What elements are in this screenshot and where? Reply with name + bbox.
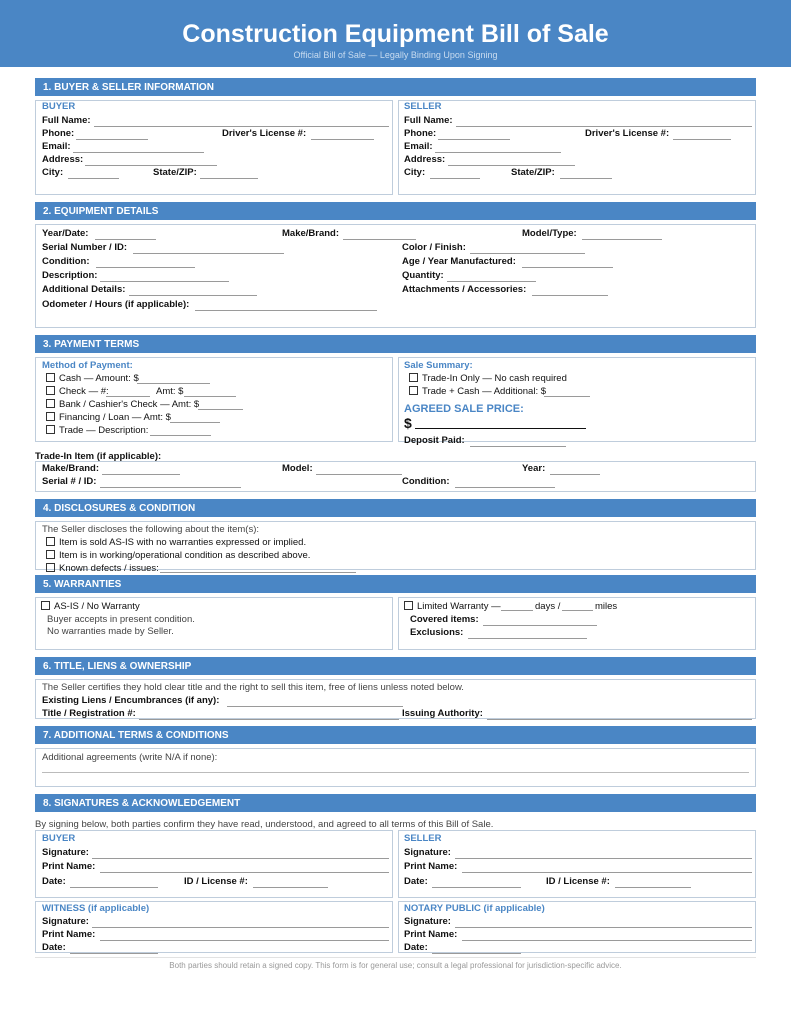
seller-city-field[interactable] bbox=[430, 178, 480, 179]
eq-odometer-field[interactable] bbox=[195, 310, 377, 311]
sig-buyer-print-name-label: Print Name: bbox=[42, 861, 96, 872]
warranty-covered-label: Covered items: bbox=[410, 614, 479, 625]
registration-label: Title / Registration #: bbox=[42, 708, 136, 719]
eq-serial-label: Serial Number / ID: bbox=[42, 242, 127, 253]
warranty-as-is-line2: No warranties made by Seller. bbox=[47, 626, 174, 637]
sig-buyer-id-label: ID / License #: bbox=[184, 876, 248, 887]
buyer-dl-field[interactable] bbox=[311, 139, 374, 140]
sig-buyer-id-field[interactable] bbox=[253, 887, 328, 888]
pay-financing-label: Financing / Loan — Amt: $ bbox=[59, 412, 171, 423]
tradein-serial-label: Serial # / ID: bbox=[42, 476, 97, 487]
eq-description-label: Description: bbox=[42, 270, 98, 281]
agreed-price-heading: AGREED SALE PRICE: bbox=[404, 403, 524, 415]
sig-seller-id-label: ID / License #: bbox=[546, 876, 610, 887]
pay-cash-option[interactable] bbox=[46, 373, 139, 384]
eq-quantity-label: Quantity: bbox=[402, 270, 444, 281]
footer-note: Both parties should retain a signed copy. This form is for general use; consult a legal professional for jurisdiction-specific advice. bbox=[169, 961, 622, 970]
witness-heading: WITNESS (if applicable) bbox=[42, 903, 150, 914]
seller-dl-label: Driver's License #: bbox=[585, 128, 670, 139]
sig-seller-print-name-field[interactable] bbox=[462, 872, 752, 873]
eq-model-field[interactable] bbox=[582, 239, 662, 240]
witness-signature-label: Signature: bbox=[42, 916, 89, 927]
seller-state-zip-label: State/ZIP: bbox=[511, 167, 555, 178]
witness-date-label: Date: bbox=[42, 942, 66, 953]
eq-color-field[interactable] bbox=[470, 253, 585, 254]
sig-buyer-date-field[interactable] bbox=[70, 887, 158, 888]
seller-address-label: Address: bbox=[404, 154, 446, 165]
pay-financing-option[interactable] bbox=[46, 412, 171, 423]
tradein-make-field[interactable] bbox=[102, 474, 180, 475]
pay-cash-label: Cash — Amount: $ bbox=[59, 373, 139, 384]
buyer-phone-field[interactable] bbox=[76, 139, 148, 140]
notary-signature-field[interactable] bbox=[455, 927, 752, 928]
pay-check-checkbox[interactable] bbox=[46, 386, 55, 395]
sig-buyer-signature-field[interactable] bbox=[92, 858, 389, 859]
buyer-phone-label: Phone: bbox=[42, 128, 75, 139]
trade-cash-option[interactable] bbox=[409, 386, 546, 397]
section-header-equipment: 2. EQUIPMENT DETAILS bbox=[35, 202, 756, 220]
pay-cash-checkbox[interactable] bbox=[46, 373, 55, 382]
buyer-email-label: Email: bbox=[42, 141, 71, 152]
warranty-miles-field[interactable] bbox=[562, 610, 593, 611]
disclosure-defects-option[interactable] bbox=[46, 563, 159, 574]
issuing-authority-label: Issuing Authority: bbox=[402, 708, 483, 719]
trade-only-label: Trade-In Only — No cash required bbox=[422, 373, 567, 384]
seller-dl-field[interactable] bbox=[673, 139, 731, 140]
disclosure-working-option[interactable] bbox=[46, 550, 310, 561]
liens-label: Existing Liens / Encumbrances (if any): bbox=[42, 695, 220, 706]
warranty-covered-field[interactable] bbox=[483, 625, 597, 626]
witness-print-name-field[interactable] bbox=[100, 940, 389, 941]
tradein-model-label: Model: bbox=[282, 463, 313, 474]
tradein-make-label: Make/Brand: bbox=[42, 463, 100, 474]
trade-cash-label: Trade + Cash — Additional: $ bbox=[422, 386, 547, 397]
pay-bank-checkbox[interactable] bbox=[46, 399, 55, 408]
sig-seller-signature-label: Signature: bbox=[404, 847, 451, 858]
warranty-days-label: days / bbox=[535, 601, 561, 612]
disclosures-intro: The Seller discloses the following about the item(s): bbox=[42, 524, 260, 535]
buyer-email-field[interactable] bbox=[73, 152, 204, 153]
eq-age-field[interactable] bbox=[522, 267, 613, 268]
disclosure-as-is-checkbox[interactable] bbox=[46, 537, 55, 546]
signatures-intro: By signing below, both parties confirm they have read, understood, and agreed to all terms of this Bill of Sale. bbox=[35, 819, 494, 830]
buyer-city-field[interactable] bbox=[68, 178, 119, 179]
section-header-additional-terms: 7. ADDITIONAL TERMS & CONDITIONS bbox=[35, 726, 756, 744]
section-header-signatures: 8. SIGNATURES & ACKNOWLEDGEMENT bbox=[35, 794, 756, 812]
eq-make-field[interactable] bbox=[343, 239, 416, 240]
warranty-miles-label: miles bbox=[595, 601, 618, 612]
tradein-model-field[interactable] bbox=[316, 474, 402, 475]
seller-heading: SELLER bbox=[404, 101, 442, 112]
sig-seller-date-label: Date: bbox=[404, 876, 428, 887]
seller-full-name-field[interactable] bbox=[456, 126, 752, 127]
trade-cash-checkbox[interactable] bbox=[409, 386, 418, 395]
payment-method-heading: Method of Payment: bbox=[42, 360, 133, 371]
deposit-paid-label: Deposit Paid: bbox=[404, 435, 465, 446]
witness-signature-field[interactable] bbox=[92, 927, 389, 928]
seller-city-label: City: bbox=[404, 167, 426, 178]
eq-additional-field[interactable] bbox=[129, 295, 257, 296]
disclosure-defects-label: Known defects / issues: bbox=[59, 563, 159, 574]
eq-additional-label: Additional Details: bbox=[42, 284, 126, 295]
eq-description-field[interactable] bbox=[100, 281, 229, 282]
warranty-limited-checkbox[interactable] bbox=[404, 601, 413, 610]
notary-print-name-label: Print Name: bbox=[404, 929, 458, 940]
registration-field[interactable] bbox=[139, 719, 399, 720]
additional-terms-prompt: Additional agreements (write N/A if none): bbox=[42, 752, 218, 763]
witness-print-name-label: Print Name: bbox=[42, 929, 96, 940]
buyer-full-name-label: Full Name: bbox=[42, 115, 91, 126]
eq-attachments-field[interactable] bbox=[532, 295, 608, 296]
disclosure-working-checkbox[interactable] bbox=[46, 550, 55, 559]
sig-seller-id-field[interactable] bbox=[615, 887, 691, 888]
notary-date-label: Date: bbox=[404, 942, 428, 953]
additional-terms-field[interactable] bbox=[42, 772, 749, 773]
eq-model-label: Model/Type: bbox=[522, 228, 577, 239]
warranty-as-is-label: AS-IS / No Warranty bbox=[54, 601, 140, 612]
eq-odometer-label: Odometer / Hours (if applicable): bbox=[42, 299, 190, 310]
pay-check-amount-field[interactable] bbox=[184, 396, 236, 397]
buyer-address-field[interactable] bbox=[85, 165, 217, 166]
pay-check-number-label: Check — #: bbox=[59, 386, 109, 397]
warranty-as-is-checkbox[interactable] bbox=[41, 601, 50, 610]
pay-trade-description-field[interactable] bbox=[150, 435, 211, 436]
buyer-state-zip-field[interactable] bbox=[200, 178, 258, 179]
sig-buyer-heading: BUYER bbox=[42, 833, 76, 844]
trade-only-option[interactable] bbox=[409, 373, 567, 384]
section-header-payment: 3. PAYMENT TERMS bbox=[35, 335, 756, 353]
sig-buyer-print-name-field[interactable] bbox=[100, 872, 389, 873]
section-header-buyer-seller: 1. BUYER & SELLER INFORMATION bbox=[35, 78, 756, 96]
tradein-heading: Trade-In Item (if applicable): bbox=[35, 451, 162, 462]
section-header-disclosures: 4. DISCLOSURES & CONDITION bbox=[35, 499, 756, 517]
pay-financing-amount-field[interactable] bbox=[170, 422, 220, 423]
page-title: Construction Equipment Bill of Sale bbox=[182, 20, 609, 48]
warranty-limited-option[interactable] bbox=[404, 601, 501, 612]
buyer-state-zip-label: State/ZIP: bbox=[153, 167, 197, 178]
disclosure-defects-checkbox[interactable] bbox=[46, 563, 55, 572]
pay-check-option[interactable] bbox=[46, 386, 109, 397]
page-header bbox=[0, 0, 791, 67]
seller-email-label: Email: bbox=[404, 141, 433, 152]
eq-color-label: Color / Finish: bbox=[402, 242, 466, 253]
section-header-title-liens: 6. TITLE, LIENS & OWNERSHIP bbox=[35, 657, 756, 675]
trade-only-checkbox[interactable] bbox=[409, 373, 418, 382]
pay-cash-amount-field[interactable] bbox=[137, 383, 210, 384]
buyer-city-label: City: bbox=[42, 167, 64, 178]
seller-state-zip-field[interactable] bbox=[560, 178, 612, 179]
seller-phone-field[interactable] bbox=[438, 139, 510, 140]
sig-seller-signature-field[interactable] bbox=[455, 858, 752, 859]
pay-trade-option[interactable] bbox=[46, 425, 148, 436]
pay-check-number-field[interactable] bbox=[106, 396, 150, 397]
footer-divider bbox=[35, 957, 756, 958]
pay-bank-amount-field[interactable] bbox=[198, 409, 243, 410]
deposit-paid-field[interactable] bbox=[470, 446, 566, 447]
pay-check-amount-label: Amt: $ bbox=[156, 386, 184, 397]
warranty-as-is-option[interactable] bbox=[41, 601, 140, 612]
trade-cash-additional-field[interactable] bbox=[544, 396, 590, 397]
sig-seller-print-name-label: Print Name: bbox=[404, 861, 458, 872]
eq-quantity-field[interactable] bbox=[447, 281, 536, 282]
pay-bank-option[interactable] bbox=[46, 399, 199, 410]
eq-attachments-label: Attachments / Accessories: bbox=[402, 284, 527, 295]
sig-buyer-signature-label: Signature: bbox=[42, 847, 89, 858]
eq-make-label: Make/Brand: bbox=[282, 228, 340, 239]
notary-signature-label: Signature: bbox=[404, 916, 451, 927]
disclosure-as-is-option[interactable] bbox=[46, 537, 306, 548]
eq-condition-field[interactable] bbox=[96, 267, 195, 268]
warranty-exclusions-label: Exclusions: bbox=[410, 627, 464, 638]
seller-email-field[interactable] bbox=[435, 152, 561, 153]
witness-date-field[interactable] bbox=[70, 953, 158, 954]
tradein-year-label: Year: bbox=[522, 463, 546, 474]
tradein-condition-label: Condition: bbox=[402, 476, 450, 487]
section-header-warranties: 5. WARRANTIES bbox=[35, 575, 756, 593]
seller-full-name-label: Full Name: bbox=[404, 115, 453, 126]
notary-print-name-field[interactable] bbox=[462, 940, 752, 941]
sig-seller-heading: SELLER bbox=[404, 833, 442, 844]
pay-bank-label: Bank / Cashier's Check — Amt: $ bbox=[59, 399, 200, 410]
seller-phone-label: Phone: bbox=[404, 128, 437, 139]
liens-field[interactable] bbox=[227, 706, 403, 707]
sig-buyer-date-label: Date: bbox=[42, 876, 66, 887]
warranty-as-is-line1: Buyer accepts in present condition. bbox=[47, 614, 195, 625]
tradein-year-field[interactable] bbox=[550, 474, 600, 475]
pay-trade-label: Trade — Description: bbox=[59, 425, 149, 436]
eq-serial-field[interactable] bbox=[133, 253, 284, 254]
title-liens-intro: The Seller certifies they hold clear title and the right to sell this item, free of liens unless noted below. bbox=[42, 682, 464, 693]
pay-trade-checkbox[interactable] bbox=[46, 425, 55, 434]
eq-age-label: Age / Year Manufactured: bbox=[402, 256, 516, 267]
page-subtitle: Official Bill of Sale — Legally Binding Upon Signing bbox=[293, 50, 498, 60]
warranty-limited-label: Limited Warranty — bbox=[417, 601, 501, 612]
issuing-authority-field[interactable] bbox=[487, 719, 752, 720]
agreed-price-dollar-sign: $ bbox=[404, 415, 412, 431]
tradein-condition-field[interactable] bbox=[455, 487, 555, 488]
buyer-heading: BUYER bbox=[42, 101, 76, 112]
sig-seller-date-field[interactable] bbox=[432, 887, 521, 888]
eq-year-field[interactable] bbox=[95, 239, 156, 240]
notary-heading: NOTARY PUBLIC (if applicable) bbox=[404, 903, 545, 914]
eq-year-label: Year/Date: bbox=[42, 228, 89, 239]
warranty-days-field[interactable] bbox=[501, 610, 533, 611]
sale-summary-heading: Sale Summary: bbox=[404, 360, 473, 371]
disclosure-working-label: Item is in working/operational condition as described above. bbox=[59, 550, 311, 561]
disclosure-defects-field[interactable] bbox=[160, 572, 356, 573]
agreed-price-field[interactable] bbox=[415, 428, 586, 429]
buyer-full-name-field[interactable] bbox=[94, 126, 389, 127]
disclosure-as-is-label: Item is sold AS-IS with no warranties expressed or implied. bbox=[59, 537, 307, 548]
buyer-dl-label: Driver's License #: bbox=[222, 128, 307, 139]
tradein-serial-field[interactable] bbox=[100, 487, 241, 488]
eq-condition-label: Condition: bbox=[42, 256, 90, 267]
buyer-address-label: Address: bbox=[42, 154, 84, 165]
pay-financing-checkbox[interactable] bbox=[46, 412, 55, 421]
warranty-exclusions-field[interactable] bbox=[468, 638, 587, 639]
seller-address-field[interactable] bbox=[448, 165, 575, 166]
notary-date-field[interactable] bbox=[432, 953, 521, 954]
